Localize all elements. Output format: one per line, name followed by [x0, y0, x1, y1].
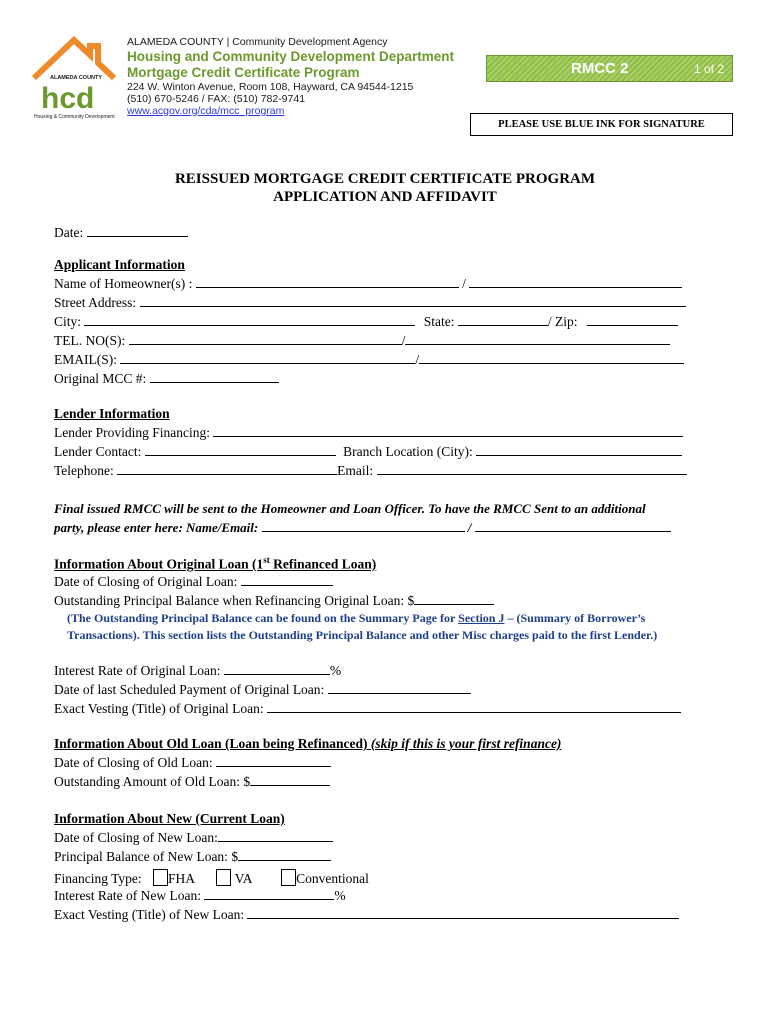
old-closing-label: Date of Closing of Old Loan: — [54, 755, 213, 770]
old-closing-row — [54, 755, 331, 771]
original-balance-field[interactable] — [414, 594, 494, 605]
program-name: Mortgage Credit Certificate Program — [127, 65, 360, 80]
lender-financing-row — [54, 425, 683, 441]
old-loan-heading-text: Information About Old Loan (Loan being Refinanced) — [54, 736, 368, 751]
email-label: EMAIL(S): — [54, 352, 117, 367]
old-closing-field[interactable] — [216, 756, 331, 767]
office-phone: (510) 670-5246 / FAX: (510) 782-9741 — [127, 93, 306, 105]
additional-party-email-field[interactable] — [475, 521, 671, 532]
old-amount-label: Outstanding Amount of Old Loan: $ — [54, 774, 251, 789]
logo-bottom-text: Housing & Community Development — [34, 114, 115, 120]
summary-note-line1 — [67, 611, 645, 626]
new-loan-heading: Information About New (Current Loan) — [54, 811, 285, 826]
lender-heading: Lender Information — [54, 406, 170, 421]
new-interest-label: Interest Rate of New Loan: — [54, 888, 201, 903]
additional-party-name-field[interactable] — [262, 521, 465, 532]
tel-field-1[interactable] — [129, 334, 402, 345]
date-label: Date: — [54, 225, 84, 240]
new-vesting-field[interactable] — [247, 908, 679, 919]
old-amount-row — [54, 774, 330, 790]
form-code: RMCC 2 — [571, 60, 629, 77]
new-vesting-label: Exact Vesting (Title) of New Loan: — [54, 907, 245, 922]
date-row — [54, 225, 188, 241]
branch-location-field[interactable] — [476, 445, 682, 456]
original-loan-heading-sup: st — [263, 555, 270, 565]
office-address: 224 W. Winton Avenue, Room 108, Hayward, CA 94544-1215 — [127, 81, 414, 93]
financing-type-label: Financing Type: — [54, 871, 142, 886]
original-loan-heading-text: Information About Original Loan (1 — [54, 556, 264, 572]
original-mcc-row — [54, 371, 279, 387]
last-payment-label: Date of last Scheduled Payment of Original Loan: — [54, 682, 325, 697]
va-checkbox[interactable] — [216, 869, 231, 886]
va-label: VA — [234, 871, 252, 886]
form-title-line1: REISSUED MORTGAGE CREDIT CERTIFICATE PROGRAM — [174, 171, 596, 187]
original-vesting-row — [54, 701, 681, 717]
email-row: EMAIL(S): / — [54, 352, 684, 368]
lender-telephone-row — [54, 463, 687, 479]
fha-checkbox[interactable] — [153, 869, 168, 886]
tel-row: TEL. NO(S): / — [54, 333, 670, 349]
original-interest-row — [54, 663, 341, 679]
original-vesting-label: Exact Vesting (Title) of Original Loan: — [54, 701, 264, 716]
lender-telephone-label: Telephone: — [54, 463, 114, 478]
branch-location-label: Branch Location (City): — [343, 444, 473, 459]
old-amount-field[interactable] — [250, 775, 330, 786]
financing-type-row — [54, 869, 369, 887]
summary-note-text: (The Outstanding Principal Balance can be found on the Summary Page for — [67, 611, 459, 625]
blue-ink-notice: PLEASE USE BLUE INK FOR SIGNATURE — [470, 113, 733, 136]
street-address-field[interactable] — [140, 296, 686, 307]
original-interest-field[interactable] — [224, 664, 330, 675]
final-notice-line2: party, please enter here: Name/Email: — [54, 520, 259, 535]
city-label: City: — [54, 314, 82, 329]
street-label: Street Address: — [54, 295, 137, 310]
original-closing-field[interactable] — [241, 575, 333, 586]
form-code-banner — [486, 55, 733, 82]
lender-financing-label: Lender Providing Financing: — [54, 425, 210, 440]
state-label: State: — [423, 314, 455, 329]
department-name: Housing and Community Development Department — [127, 49, 455, 64]
section-j-ref: Section J — [458, 611, 505, 625]
tel-field-2[interactable] — [405, 334, 670, 345]
original-loan-heading — [54, 555, 376, 573]
new-interest-row — [54, 888, 346, 904]
new-balance-field[interactable] — [238, 850, 331, 861]
city-field[interactable] — [84, 315, 415, 326]
old-loan-heading — [54, 736, 561, 752]
conventional-label: Conventional — [296, 871, 369, 886]
city-row — [54, 314, 678, 330]
fha-label: FHA — [168, 871, 195, 886]
lender-email-label: Email: — [337, 463, 374, 478]
lender-financing-field[interactable] — [213, 426, 683, 437]
new-closing-field[interactable] — [218, 831, 333, 842]
new-closing-row — [54, 830, 333, 846]
date-field[interactable] — [87, 226, 188, 237]
new-percent-sign: % — [334, 888, 346, 903]
original-interest-label: Interest Rate of Original Loan: — [54, 663, 221, 678]
homeowners-label: Name of Homeowner(s) : — [54, 276, 193, 291]
old-loan-skip-note: (skip if this is your first refinance) — [367, 736, 562, 751]
zip-label: / Zip: — [547, 314, 578, 329]
applicant-heading: Applicant Information — [54, 257, 185, 272]
logo-top-text: ALAMEDA COUNTY — [50, 75, 103, 81]
homeowners-row: Name of Homeowner(s) : / — [54, 276, 682, 292]
lender-contact-label: Lender Contact: — [54, 444, 142, 459]
lender-email-field[interactable] — [377, 464, 687, 475]
page-indicator: 1 of 2 — [693, 62, 724, 76]
original-mcc-label: Original MCC #: — [54, 371, 147, 386]
summary-note-line2: Transactions). This section lists the Outstanding Principal Balance and other Misc charges paid to the first Lender.) — [67, 628, 658, 642]
final-notice-row: party, please enter here: Name/Email: / — [54, 520, 671, 536]
email-field-2[interactable] — [419, 353, 684, 364]
zip-field[interactable] — [587, 315, 678, 326]
summary-note-text-end: – (Summary of Borrower’s — [504, 611, 646, 625]
website-link[interactable]: www.acgov.org/cda/mcc_program — [127, 105, 285, 117]
lender-telephone-field[interactable] — [117, 464, 337, 475]
new-balance-row — [54, 849, 331, 865]
street-row — [54, 295, 686, 311]
original-closing-label: Date of Closing of Original Loan: — [54, 574, 238, 589]
new-interest-field[interactable] — [204, 889, 334, 900]
original-closing-row — [54, 574, 333, 590]
conventional-checkbox[interactable] — [281, 869, 296, 886]
tel-label: TEL. NO(S): — [54, 333, 126, 348]
new-balance-label: Principal Balance of New Loan: $ — [54, 849, 239, 864]
email-field-1[interactable] — [120, 353, 415, 364]
last-payment-row — [54, 682, 471, 698]
final-notice-line1: Final issued RMCC will be sent to the Homeowner and Loan Officer. To have the RMCC Sent to an additional — [54, 501, 646, 516]
new-closing-label: Date of Closing of New Loan: — [54, 830, 218, 845]
homeowner-name-field-1[interactable] — [196, 277, 459, 288]
form-title-line2: APPLICATION AND AFFIDAVIT — [273, 189, 497, 205]
original-loan-heading-text-end: Refinanced Loan) — [269, 556, 377, 572]
original-balance-row — [54, 593, 494, 609]
homeowner-name-field-2[interactable] — [469, 277, 682, 288]
hcd-logo — [28, 36, 120, 122]
original-mcc-field[interactable] — [150, 372, 279, 383]
percent-sign: % — [329, 663, 342, 678]
lender-contact-field[interactable] — [145, 445, 336, 456]
original-vesting-field[interactable] — [267, 702, 681, 713]
last-payment-field[interactable] — [328, 683, 471, 694]
new-vesting-row — [54, 907, 679, 923]
state-field[interactable] — [458, 315, 548, 326]
lender-contact-row — [54, 444, 682, 460]
logo-letters: hcd — [41, 82, 95, 115]
original-balance-label: Outstanding Principal Balance when Refinancing Original Loan: $ — [54, 593, 415, 608]
agency-line: ALAMEDA COUNTY | Community Development Agency — [127, 36, 388, 48]
